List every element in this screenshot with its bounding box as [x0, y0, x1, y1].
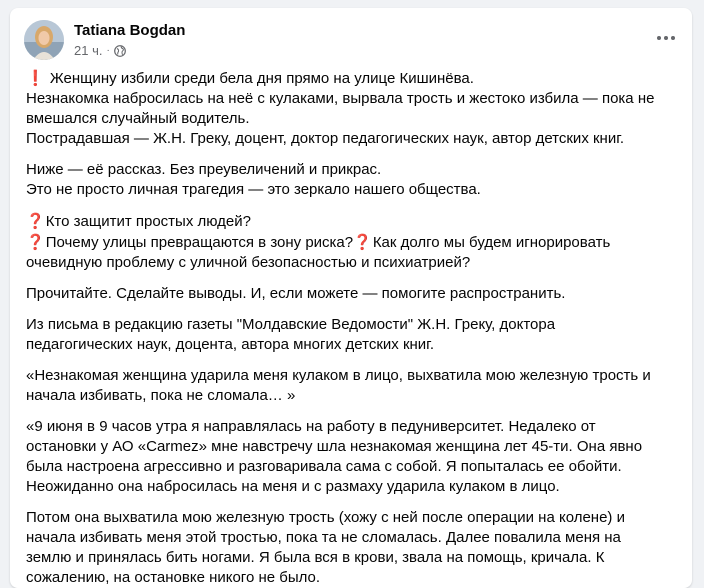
- text-line: остановки у АО «Carmez» мне навстречу шла незнакомая женщина лет 45-ти. Она явно: [26, 438, 643, 455]
- text-line: [26, 68, 678, 89]
- text-line: Неожиданно она набросилась на меня и с размаху ударила кулаком в лицо.: [26, 478, 560, 495]
- paragraph-4: [26, 284, 678, 304]
- text-fragment: Женщину избили среди бела дня прямо на улице Кишинёва.: [49, 70, 474, 87]
- paragraph-3: [26, 211, 678, 273]
- text-line: была настроена агрессивно и разговаривала сама с собой. Я попыталась ее обойти.: [26, 458, 622, 475]
- more-horizontal-icon: [657, 36, 675, 40]
- globe-icon[interactable]: [114, 45, 126, 57]
- text-line: Прочитайте. Сделайте выводы. И, если можете — помогите распространить.: [26, 285, 566, 302]
- paragraph-1: [26, 68, 678, 149]
- post-header: [24, 20, 678, 64]
- question-icon: ❓: [26, 212, 45, 230]
- text-line: «Незнакомая женщина ударила меня кулаком в лицо, выхватила мою железную трость и: [26, 367, 651, 384]
- avatar-image: [24, 20, 64, 60]
- text-line: сожалению, на остановке никого не было.: [26, 569, 321, 586]
- question-icon: ❓: [353, 233, 372, 251]
- paragraph-7: [26, 417, 678, 497]
- text-line: [26, 211, 678, 232]
- paragraph-8: [26, 508, 678, 588]
- text-fragment: Почему улицы превращаются в зону риска?: [45, 234, 354, 251]
- more-options-button[interactable]: [650, 24, 682, 52]
- text-line: [26, 232, 678, 253]
- paragraph-2: [26, 160, 678, 200]
- text-line: землю и принялась бить ногами. Я была вся в крови, звала на помощь, кричала. К: [26, 549, 605, 566]
- author-name[interactable]: Tatiana Bogdan: [74, 22, 186, 39]
- text-fragment: Кто защитит простых людей?: [45, 213, 251, 230]
- question-icon: ❓: [26, 233, 45, 251]
- avatar[interactable]: [24, 20, 64, 60]
- text-fragment: Как долго мы будем игнорировать: [372, 234, 611, 251]
- text-line: Ниже — её рассказ. Без преувеличений и прикрас.: [26, 161, 382, 178]
- text-line: Потом она выхватила мою железную трость (хожу с ней после операции на колене) и: [26, 509, 625, 526]
- paragraph-5: [26, 315, 678, 355]
- text-line: очевидную проблему с уличной безопасностью и психиатрией?: [26, 254, 471, 271]
- paragraph-6: [26, 366, 678, 406]
- text-line: начала избивать меня этой тростью, пока та не сломалась. Далее повалила меня на: [26, 529, 621, 546]
- text-line: педагогических наук, доцента, автора многих детских книг.: [26, 336, 434, 353]
- text-line: «9 июня в 9 часов утра я направлялась на работу в педуниверситет. Недалеко от: [26, 418, 596, 435]
- post-card: [10, 8, 692, 588]
- text-line: Незнакомка набросилась на неё с кулаками, вырвала трость и жестоко избила — пока не: [26, 90, 655, 107]
- post-meta: [74, 43, 126, 58]
- post-time[interactable]: 21 ч.: [74, 43, 103, 58]
- post-text: [26, 68, 678, 588]
- exclamation-icon: ❗: [26, 69, 45, 87]
- text-line: вмешался случайный водитель.: [26, 110, 250, 127]
- text-line: Это не просто личная трагедия — это зеркало нашего общества.: [26, 181, 481, 198]
- meta-separator: ·: [106, 45, 110, 56]
- text-line: Пострадавшая — Ж.Н. Греку, доцент, доктор педагогических наук, автор детских книг.: [26, 130, 625, 147]
- text-line: начала избивать, пока не сломала… »: [26, 387, 296, 404]
- text-line: Из письма в редакцию газеты "Молдавские Ведомости" Ж.Н. Греку, доктора: [26, 316, 556, 333]
